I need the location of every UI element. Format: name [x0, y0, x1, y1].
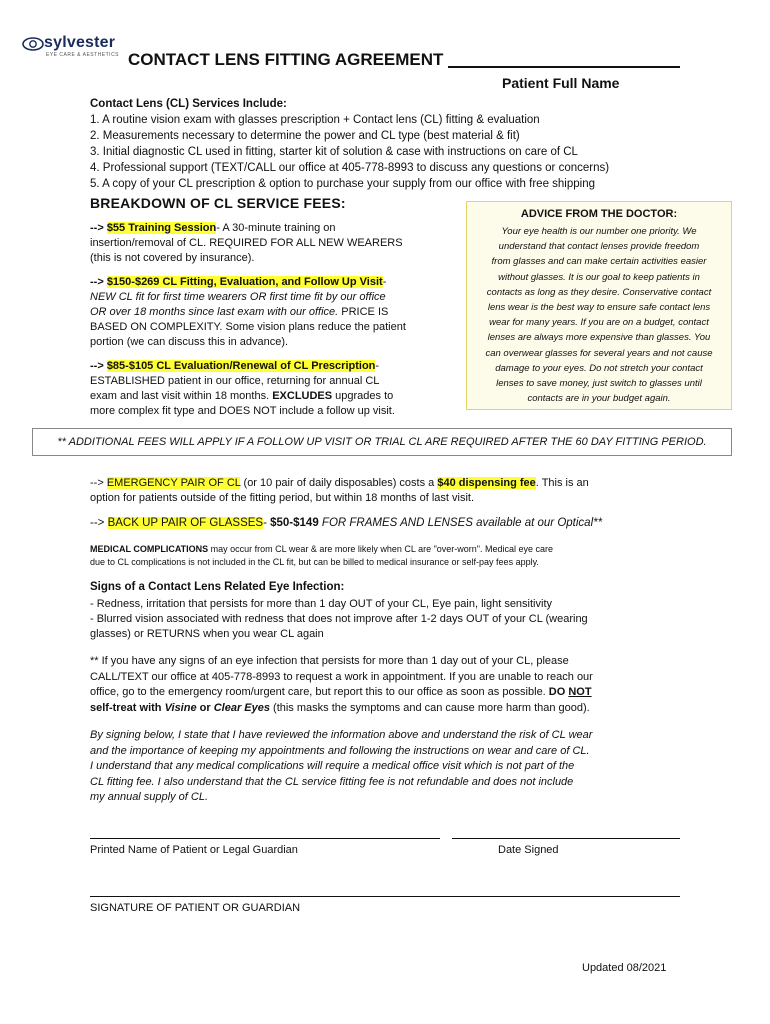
- patient-name-label: Patient Full Name: [502, 75, 620, 91]
- sylvester-logo: [22, 34, 132, 60]
- medical-complications-label: MEDICAL COMPLICATIONS: [90, 544, 209, 554]
- renewal-fee-text: ESTABLISHED patient in our office, returning for annual CL: [90, 375, 380, 387]
- advice-line: damage to your eyes. Do not stretch your contact: [495, 362, 703, 374]
- advice-line: lens wear is the best way to ensure safe contact lens: [487, 302, 711, 314]
- emergency-pair-section: [90, 476, 730, 506]
- page-title: CONTACT LENS FITTING AGREEMENT: [128, 50, 444, 69]
- medical-text: may occur from CL wear & are more likely when CL are "over-worn". Medical eye care: [208, 544, 554, 554]
- backup-glasses-section: [90, 516, 730, 531]
- arrow: -->: [90, 222, 104, 234]
- service-item: 3. Initial diagnostic CL used in fitting, starter kit of solution & case with instructions on care of CL: [90, 146, 578, 158]
- arrow: -->: [90, 517, 105, 529]
- agreement-line: CL fitting fee. I also understand that the CL service fitting fee is not refundable and does not include: [90, 775, 574, 788]
- medical-complications: [90, 543, 740, 569]
- renewal-fee: [90, 359, 460, 419]
- agreement-line: By signing below, I state that I have reviewed the information above and understand the risk of CL wear: [90, 729, 593, 741]
- dash: -: [382, 276, 387, 288]
- advice-line: wear for many years. If you are on a budget, contact: [489, 317, 709, 329]
- visine-text: Visine: [164, 701, 197, 714]
- eye-logo-icon: [22, 36, 44, 52]
- signature-field[interactable]: [90, 896, 680, 897]
- infection-line: glasses) or RETURNS when you wear CL again: [90, 628, 324, 640]
- arrow: -->: [90, 360, 104, 372]
- service-item: 1. A routine vision exam with glasses prescription + Contact lens (CL) fitting & evaluation: [90, 114, 540, 126]
- arrow: -->: [90, 477, 104, 489]
- emergency-text: . This is an: [535, 477, 589, 489]
- training-fee-text: insertion/removal of CL. REQUIRED FOR ALL NEW WEARERS: [90, 237, 403, 249]
- medical-text: due to CL complications is not included in the CL fit, but can be billed to medical insurance or self-pay fees apply.: [90, 557, 539, 567]
- service-item: 5. A copy of your CL prescription & option to purchase your supply from our office with free shipping: [90, 178, 595, 190]
- infection-advice-line: CALL/TEXT our office at 405-778-8993 to request a work in appointment. If you are unable to reach our: [90, 670, 593, 683]
- updated-date: Updated 08/2021: [582, 962, 667, 974]
- advice-line: lenses are always more expensive than glasses. You: [487, 332, 711, 344]
- advice-line: lenses to save money, just switch to glasses until: [496, 378, 702, 390]
- emergency-highlight: EMERGENCY PAIR OF CL: [106, 477, 241, 489]
- advice-line: from glasses and can make certain activities easier: [491, 256, 707, 268]
- agreement-line: my annual supply of CL.: [90, 791, 209, 803]
- advice-heading: ADVICE FROM THE DOCTOR:: [520, 208, 678, 220]
- training-fee-highlight: $55 Training Session: [106, 222, 217, 234]
- advice-body: [467, 220, 731, 406]
- signature-label: SIGNATURE OF PATIENT OR GUARDIAN: [90, 902, 301, 914]
- infection-heading: Signs of a Contact Lens Related Eye Infection:: [90, 581, 345, 593]
- or-text: or: [196, 701, 214, 714]
- training-fee-text: (this is not covered by insurance).: [90, 252, 255, 264]
- fitting-fee-text: portion (we can discuss this in advance).: [90, 336, 289, 348]
- advice-line: without glasses. It is our goal to keep patients in: [498, 271, 700, 283]
- excludes-text: EXCLUDES: [272, 390, 333, 402]
- service-item: 2. Measurements necessary to determine the power and CL type (best material & fit): [90, 130, 520, 142]
- emergency-text: option for patients outside of the fitting period, but within 18 months of last visit.: [90, 492, 474, 504]
- backup-highlight: BACK UP PAIR OF GLASSES: [107, 517, 264, 529]
- services-heading: Contact Lens (CL) Services Include:: [90, 98, 287, 110]
- service-item: 4. Professional support (TEXT/CALL our office at 405-778-8993 to discuss any questions or concerns): [90, 162, 610, 174]
- clear-eyes-text: Clear Eyes: [213, 701, 270, 714]
- infection-line: - Blurred vision associated with redness that does not improve after 1-2 days OUT of your CL (wearing: [90, 613, 588, 625]
- fitting-fee: [90, 275, 460, 350]
- renewal-fee-text: upgrades to: [332, 390, 394, 402]
- do-text: DO: [548, 686, 566, 698]
- not-text: NOT: [568, 686, 592, 698]
- infection-advice-section: [90, 654, 750, 716]
- emergency-text: (or 10 pair of daily disposables) costs a: [240, 477, 438, 489]
- doctor-advice-box: [466, 201, 732, 410]
- arrow: -->: [90, 276, 104, 288]
- infection-signs-section: [90, 580, 740, 642]
- infection-advice-line: ** If you have any signs of an eye infection that persists for more than 1 day out of your CL, please: [90, 655, 569, 667]
- dispensing-fee-highlight: $40 dispensing fee: [437, 477, 536, 489]
- training-fee-text: - A 30-minute training on: [216, 222, 336, 234]
- date-signed-field[interactable]: [452, 838, 680, 839]
- infection-line: - Redness, irritation that persists for more than 1 day OUT of your CL, Eye pain, light sensitivity: [90, 598, 552, 610]
- advice-line: understand that contact lenses provide freedom: [498, 241, 700, 253]
- dash: -: [263, 517, 271, 529]
- logo-tagline: EYE CARE & AESTHETICS: [46, 52, 120, 58]
- infection-advice-line: office, go to the emergency room/urgent care, but report this to our office as soon as possible.: [90, 686, 549, 698]
- fees-heading: BREAKDOWN OF CL SERVICE FEES:: [90, 195, 346, 211]
- date-signed-label: Date Signed: [498, 844, 559, 856]
- fitting-fee-italic: NEW CL fit for first time wearers OR first time fit by our office: [90, 291, 386, 303]
- printed-name-field[interactable]: [90, 838, 440, 839]
- patient-name-field[interactable]: [448, 66, 680, 68]
- infection-advice-line: (this masks the symptoms and can cause more harm than good).: [269, 701, 590, 714]
- backup-price: $50-$149: [270, 517, 319, 529]
- advice-line: can overwear glasses for several years and not cause: [485, 347, 713, 359]
- advice-line: contacts are in your budget again.: [527, 393, 671, 405]
- backup-text: FOR FRAMES AND LENSES available at our Optical**: [318, 517, 603, 529]
- dash: -: [375, 360, 380, 372]
- advice-line: contacts as long as they desire. Conservative contact: [486, 286, 712, 298]
- renewal-fee-text: exam and last visit within 18 months.: [90, 390, 273, 402]
- printed-name-label: Printed Name of Patient or Legal Guardian: [90, 844, 298, 856]
- training-fee: [90, 221, 460, 266]
- fitting-fee-italic: OR over 18 months since last exam with our office.: [90, 306, 339, 318]
- agreement-statement: [90, 728, 750, 806]
- additional-fees-notice: ** ADDITIONAL FEES WILL APPLY IF A FOLLOW UP VISIT OR TRIAL CL ARE REQUIRED AFTER THE 60 DAY FITTING PERIOD.: [32, 428, 732, 456]
- fitting-fee-text: PRICE IS: [338, 306, 389, 318]
- renewal-fee-highlight: $85-$105 CL Evaluation/Renewal of CL Prescription: [106, 360, 376, 372]
- advice-line: Your eye health is our number one priority. We: [501, 226, 697, 237]
- fitting-fee-highlight: $150-$269 CL Fitting, Evaluation, and Follow Up Visit: [106, 276, 383, 288]
- fitting-fee-text: BASED ON COMPLEXITY. Some vision plans reduce the patient: [90, 321, 406, 333]
- agreement-line: I understand that any medical complications will require a medical office visit which is not part of the: [90, 760, 575, 772]
- renewal-fee-text: more complex fit type and DOES NOT include a follow up visit.: [90, 405, 395, 417]
- self-treat-text: self-treat with: [90, 701, 165, 714]
- services-section: [90, 96, 609, 192]
- agreement-line: and the importance of keeping my appointments and following the instructions on wear and care of CL.: [90, 744, 590, 757]
- logo-brand: sylvester: [44, 34, 116, 51]
